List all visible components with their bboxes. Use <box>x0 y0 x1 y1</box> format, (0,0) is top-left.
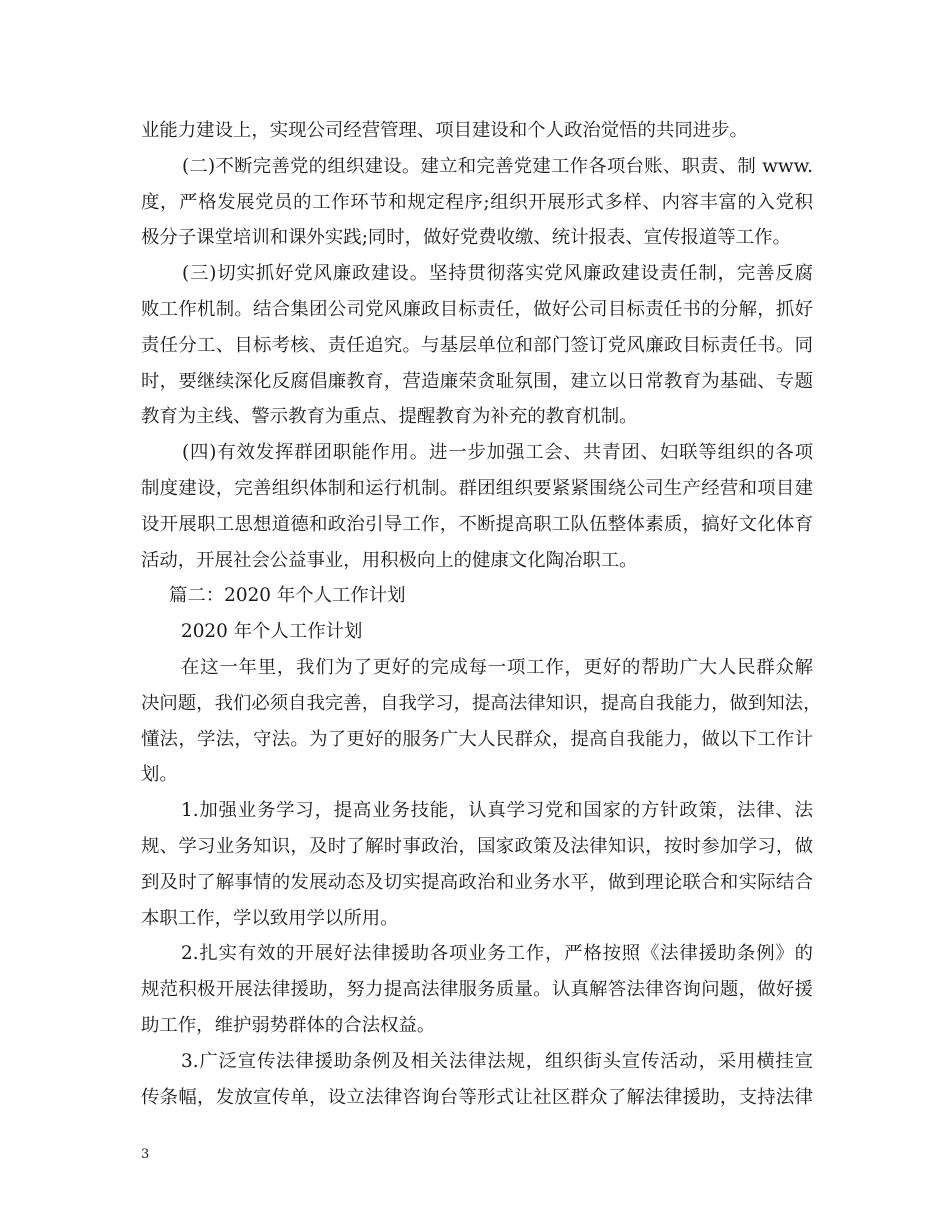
text-line: 传条幅，发放宣传单，设立法律咨询台等形式让社区群众了解法律援助，支持法律 <box>141 1086 813 1108</box>
text-line: 规、学习业务知识，及时了解时事政治，国家政策及法律知识，按时参加学习，做 <box>141 835 813 857</box>
text-line: 助工作，维护弱势群体的合法权益。 <box>141 1014 436 1036</box>
text-line: 度，严格发展党员的工作环节和规定程序;组织开展形式多样、内容丰富的入党积 <box>141 191 813 213</box>
text-line: 活动，开展社会公益事业，用积极向上的健康文化陶冶职工。 <box>141 549 638 571</box>
text-line: 教育为主线、警示教育为重点、提醒教育为补充的教育机制。 <box>141 406 638 428</box>
section-title: 2020 年个人工作计划 <box>181 621 363 643</box>
text-line: 在这一年里，我们为了更好的完成每一项工作，更好的帮助广大人民群众解 <box>181 656 813 678</box>
paragraph-heading-line: (三)切实抓好党风廉政建设。坚持贯彻落实党风廉政建设责任制，完善反腐 <box>182 263 813 285</box>
text-line: 败工作机制。结合集团公司党风廉政目标责任，做好公司目标责任书的分解，抓好 <box>141 298 813 320</box>
text-line: 决问题，我们必须自我完善，自我学习，提高法律知识，提高自我能力，做到知法， <box>141 692 822 714</box>
text-line: 规范积极开展法律援助，努力提高法律服务质量。认真解答法律咨询问题，做好援 <box>141 979 813 1001</box>
text-line: 极分子课堂培训和课外实践;同时，做好党费收缴、统计报表、宣传报道等工作。 <box>141 227 791 249</box>
page-number: 3 <box>141 1147 150 1162</box>
section-heading: 篇二：2020 年个人工作计划 <box>169 585 406 607</box>
list-item-line: 1.加强业务学习，提高业务技能，认真学习党和国家的方针政策，法律、法 <box>181 800 813 822</box>
text-line: 划。 <box>141 764 178 786</box>
text-line: 时，要继续深化反腐倡廉教育，营造廉荣贪耻氛围，建立以日常教育为基础、专题 <box>141 370 813 392</box>
text-line: 懂法，学法，守法。为了更好的服务广大人民群众，提高自我能力，做以下工作计 <box>141 728 813 750</box>
text-line: 责任分工、目标考核、责任追究。与基层单位和部门签订党风廉政目标责任书。同 <box>141 334 813 356</box>
text-line: 设开展职工思想道德和政治引导工作，不断提高职工队伍整体素质，搞好文化体育 <box>141 513 813 535</box>
body-text <box>141 113 822 1115</box>
list-item-line: 2.扎实有效的开展好法律援助各项业务工作，严格按照《法律援助条例》的 <box>181 943 813 965</box>
text-line: 到及时了解事情的发展动态及切实提高政治和业务水平，做到理论联合和实际结合 <box>141 871 813 893</box>
text-line: 本职工作，学以致用学以所用。 <box>141 907 399 929</box>
paragraph-heading-line: (二)不断完善党的组织建设。建立和完善党建工作各项台账、职责、制 www. <box>182 155 813 177</box>
list-item-line: 3.广泛宣传法律援助条例及相关法律法规，组织街头宣传活动，采用横挂宣 <box>181 1050 813 1072</box>
text-line: 制度建设，完善组织体制和运行机制。群团组织要紧紧围绕公司生产经营和项目建 <box>141 477 813 499</box>
paragraph-heading-line: (四)有效发挥群团职能作用。进一步加强工会、共青团、妇联等组织的各项 <box>182 442 813 464</box>
text-line: 业能力建设上，实现公司经营管理、项目建设和个人政治觉悟的共同进步。 <box>141 120 748 141</box>
